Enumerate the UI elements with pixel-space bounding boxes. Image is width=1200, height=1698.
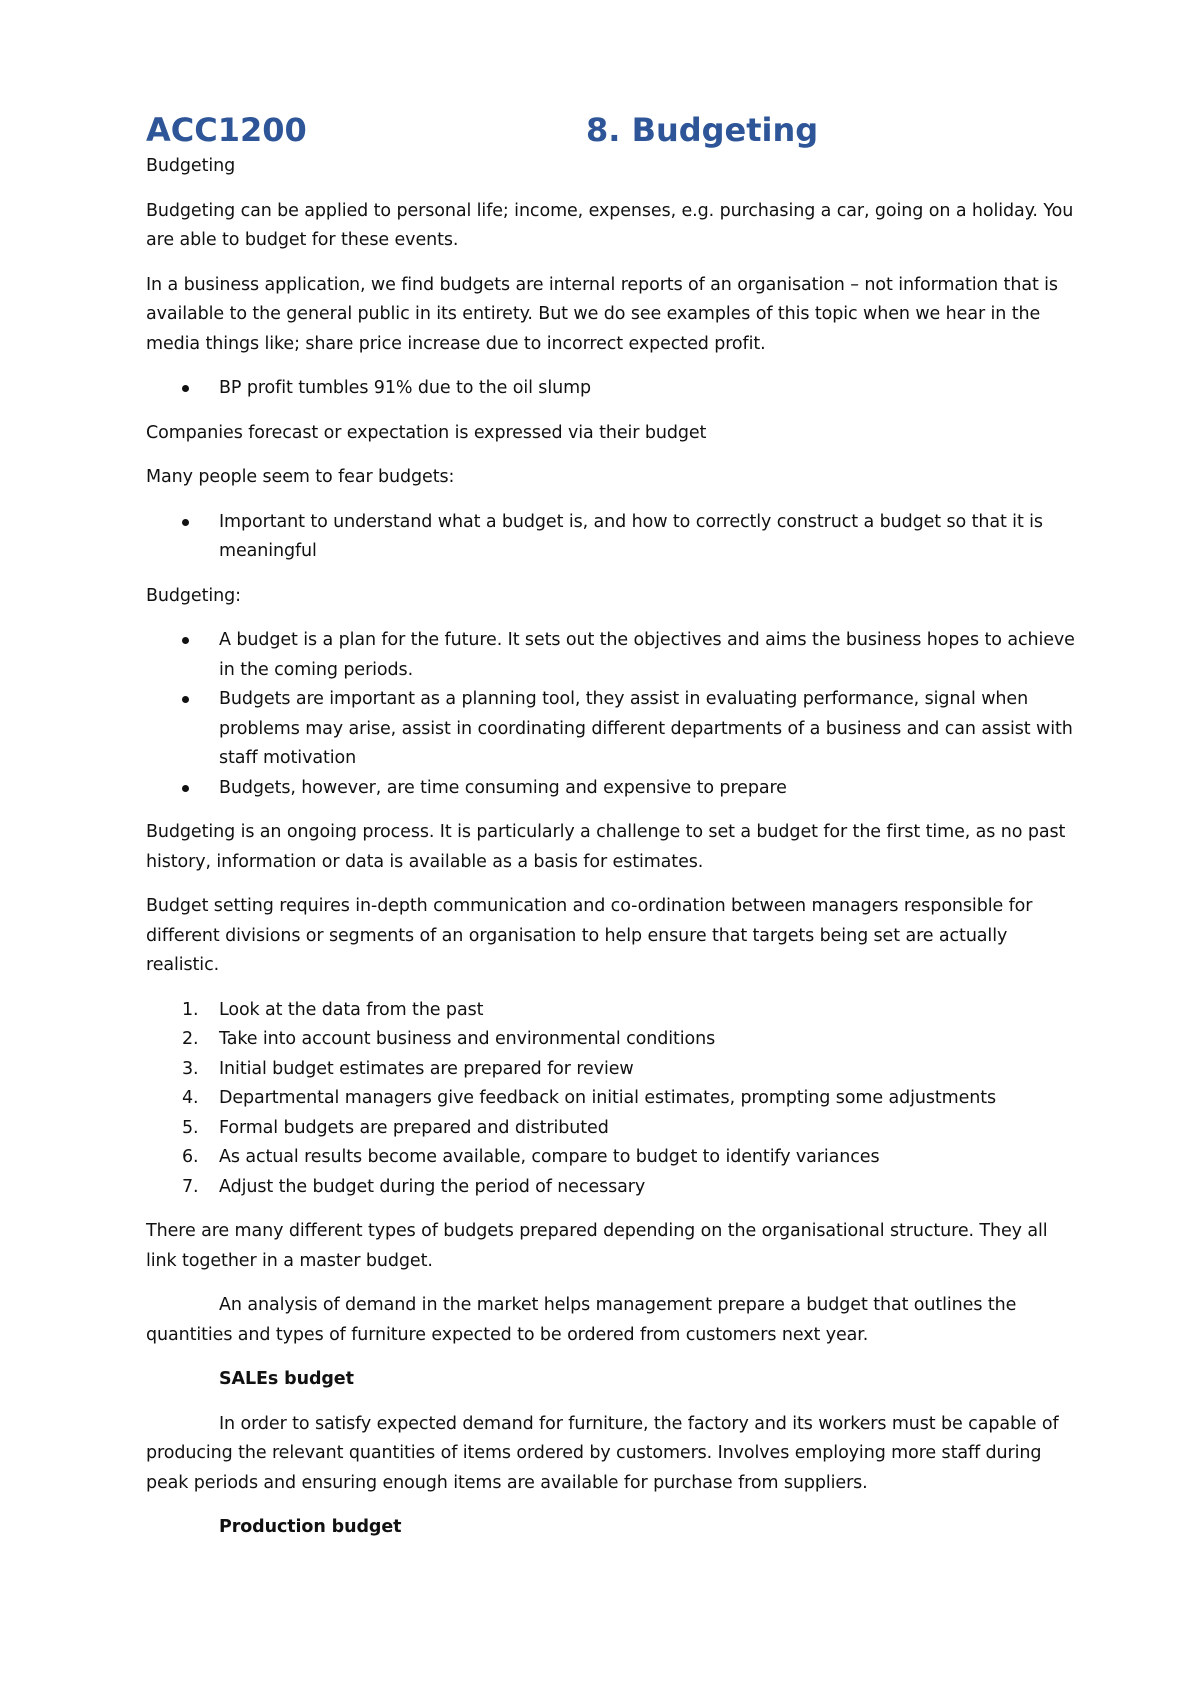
- list-item: [146, 1143, 1076, 1173]
- bullet-icon: [182, 385, 189, 392]
- list-item-text: Look at the data from the past: [219, 999, 484, 1020]
- list-item: [146, 685, 1076, 774]
- bullet-icon: [182, 637, 189, 644]
- section-heading: Production budget: [219, 1517, 402, 1537]
- list-item: [146, 626, 1076, 685]
- paragraph: Budgeting:: [146, 585, 241, 606]
- document-body: [146, 152, 1076, 1558]
- list-number: 5.: [182, 1117, 199, 1138]
- list-number: 6.: [182, 1147, 199, 1167]
- paragraph: Companies forecast or expectation is expressed via their budget: [146, 422, 707, 443]
- list-item: [146, 996, 1076, 1026]
- page-title: 8. Budgeting: [586, 111, 819, 149]
- bullet-icon: [182, 785, 189, 792]
- section-heading: SALEs budget: [219, 1369, 354, 1389]
- list-item-text: Formal budgets are prepared and distributed: [219, 1117, 609, 1138]
- list-number: 1.: [182, 999, 199, 1020]
- subtitle: Budgeting: [146, 156, 236, 176]
- list-item-text: Budgets are important as a planning tool, they assist in evaluating performance, signal when problems may arise, assist in coordinating different departments of a business and can assist with staff motivation: [219, 689, 1073, 768]
- list-item-text: Adjust the budget during the period of necessary: [219, 1176, 646, 1197]
- list-item-text: A budget is a plan for the future. It sets out the objectives and aims the business hopes to achieve in the coming periods.: [219, 630, 1075, 680]
- list-item: [146, 508, 1076, 567]
- list-item-text: Important to understand what a budget is, and how to correctly construct a budget so that it is meaningful: [219, 511, 1043, 561]
- paragraph: Budgeting is an ongoing process. It is particularly a challenge to set a budget for the first time, as no past history, information or data is available as a basis for estimates.: [146, 822, 1066, 872]
- bullet-list: [146, 626, 1076, 803]
- list-item-text: Initial budget estimates are prepared for review: [219, 1058, 634, 1079]
- paragraph: Budget setting requires in-depth communication and co-ordination between managers responsible for different divisions or segments of an organisation to help ensure that targets being set are actually realistic.: [146, 896, 1033, 975]
- list-item: [146, 1084, 1076, 1114]
- paragraph: Budgeting can be applied to personal life; income, expenses, e.g. purchasing a car, going on a holiday. You are able to budget for these events.: [146, 200, 1074, 250]
- list-item-text: Take into account business and environmental conditions: [219, 1029, 716, 1049]
- list-number: 7.: [182, 1176, 199, 1197]
- document-header: [146, 108, 1086, 152]
- list-number: 2.: [182, 1029, 199, 1049]
- paragraph: There are many different types of budgets prepared depending on the organisational structure. They all link together in a master budget.: [146, 1221, 1048, 1271]
- paragraph: In order to satisfy expected demand for furniture, the factory and its workers must be capable of producing the relevant quantities of items ordered by customers. Involves employing more staff during peak periods and ensuring enough items are available for purchase from suppliers.: [146, 1413, 1059, 1493]
- bullet-icon: [182, 696, 189, 703]
- bullet-list: [146, 508, 1076, 567]
- list-item: [146, 1114, 1076, 1144]
- list-item: [146, 1173, 1076, 1203]
- list-item-text: As actual results become available, compare to budget to identify variances: [219, 1147, 880, 1167]
- paragraph: In a business application, we find budgets are internal reports of an organisation – not information that is available to the general public in its entirety. But we do see examples of this topic when we hear in the media things like; share price increase due to incorrect expected profit.: [146, 274, 1058, 354]
- list-item: [146, 774, 1076, 804]
- numbered-list: [146, 996, 1076, 1203]
- list-item: [146, 374, 1076, 404]
- paragraph: An analysis of demand in the market helps management prepare a budget that outlines the quantities and types of furniture expected to be ordered from customers next year.: [146, 1295, 1017, 1345]
- bullet-list: [146, 374, 1076, 404]
- list-number: 3.: [182, 1058, 199, 1079]
- list-number: 4.: [182, 1088, 199, 1108]
- list-item-text: BP profit tumbles 91% due to the oil slump: [219, 378, 592, 398]
- paragraph: Many people seem to fear budgets:: [146, 467, 455, 487]
- bullet-icon: [182, 519, 189, 526]
- list-item-text: Departmental managers give feedback on initial estimates, prompting some adjustments: [219, 1088, 997, 1108]
- list-item-text: Budgets, however, are time consuming and expensive to prepare: [219, 777, 787, 798]
- list-item: [146, 1055, 1076, 1085]
- list-item: [146, 1025, 1076, 1055]
- course-code: ACC1200: [146, 111, 307, 149]
